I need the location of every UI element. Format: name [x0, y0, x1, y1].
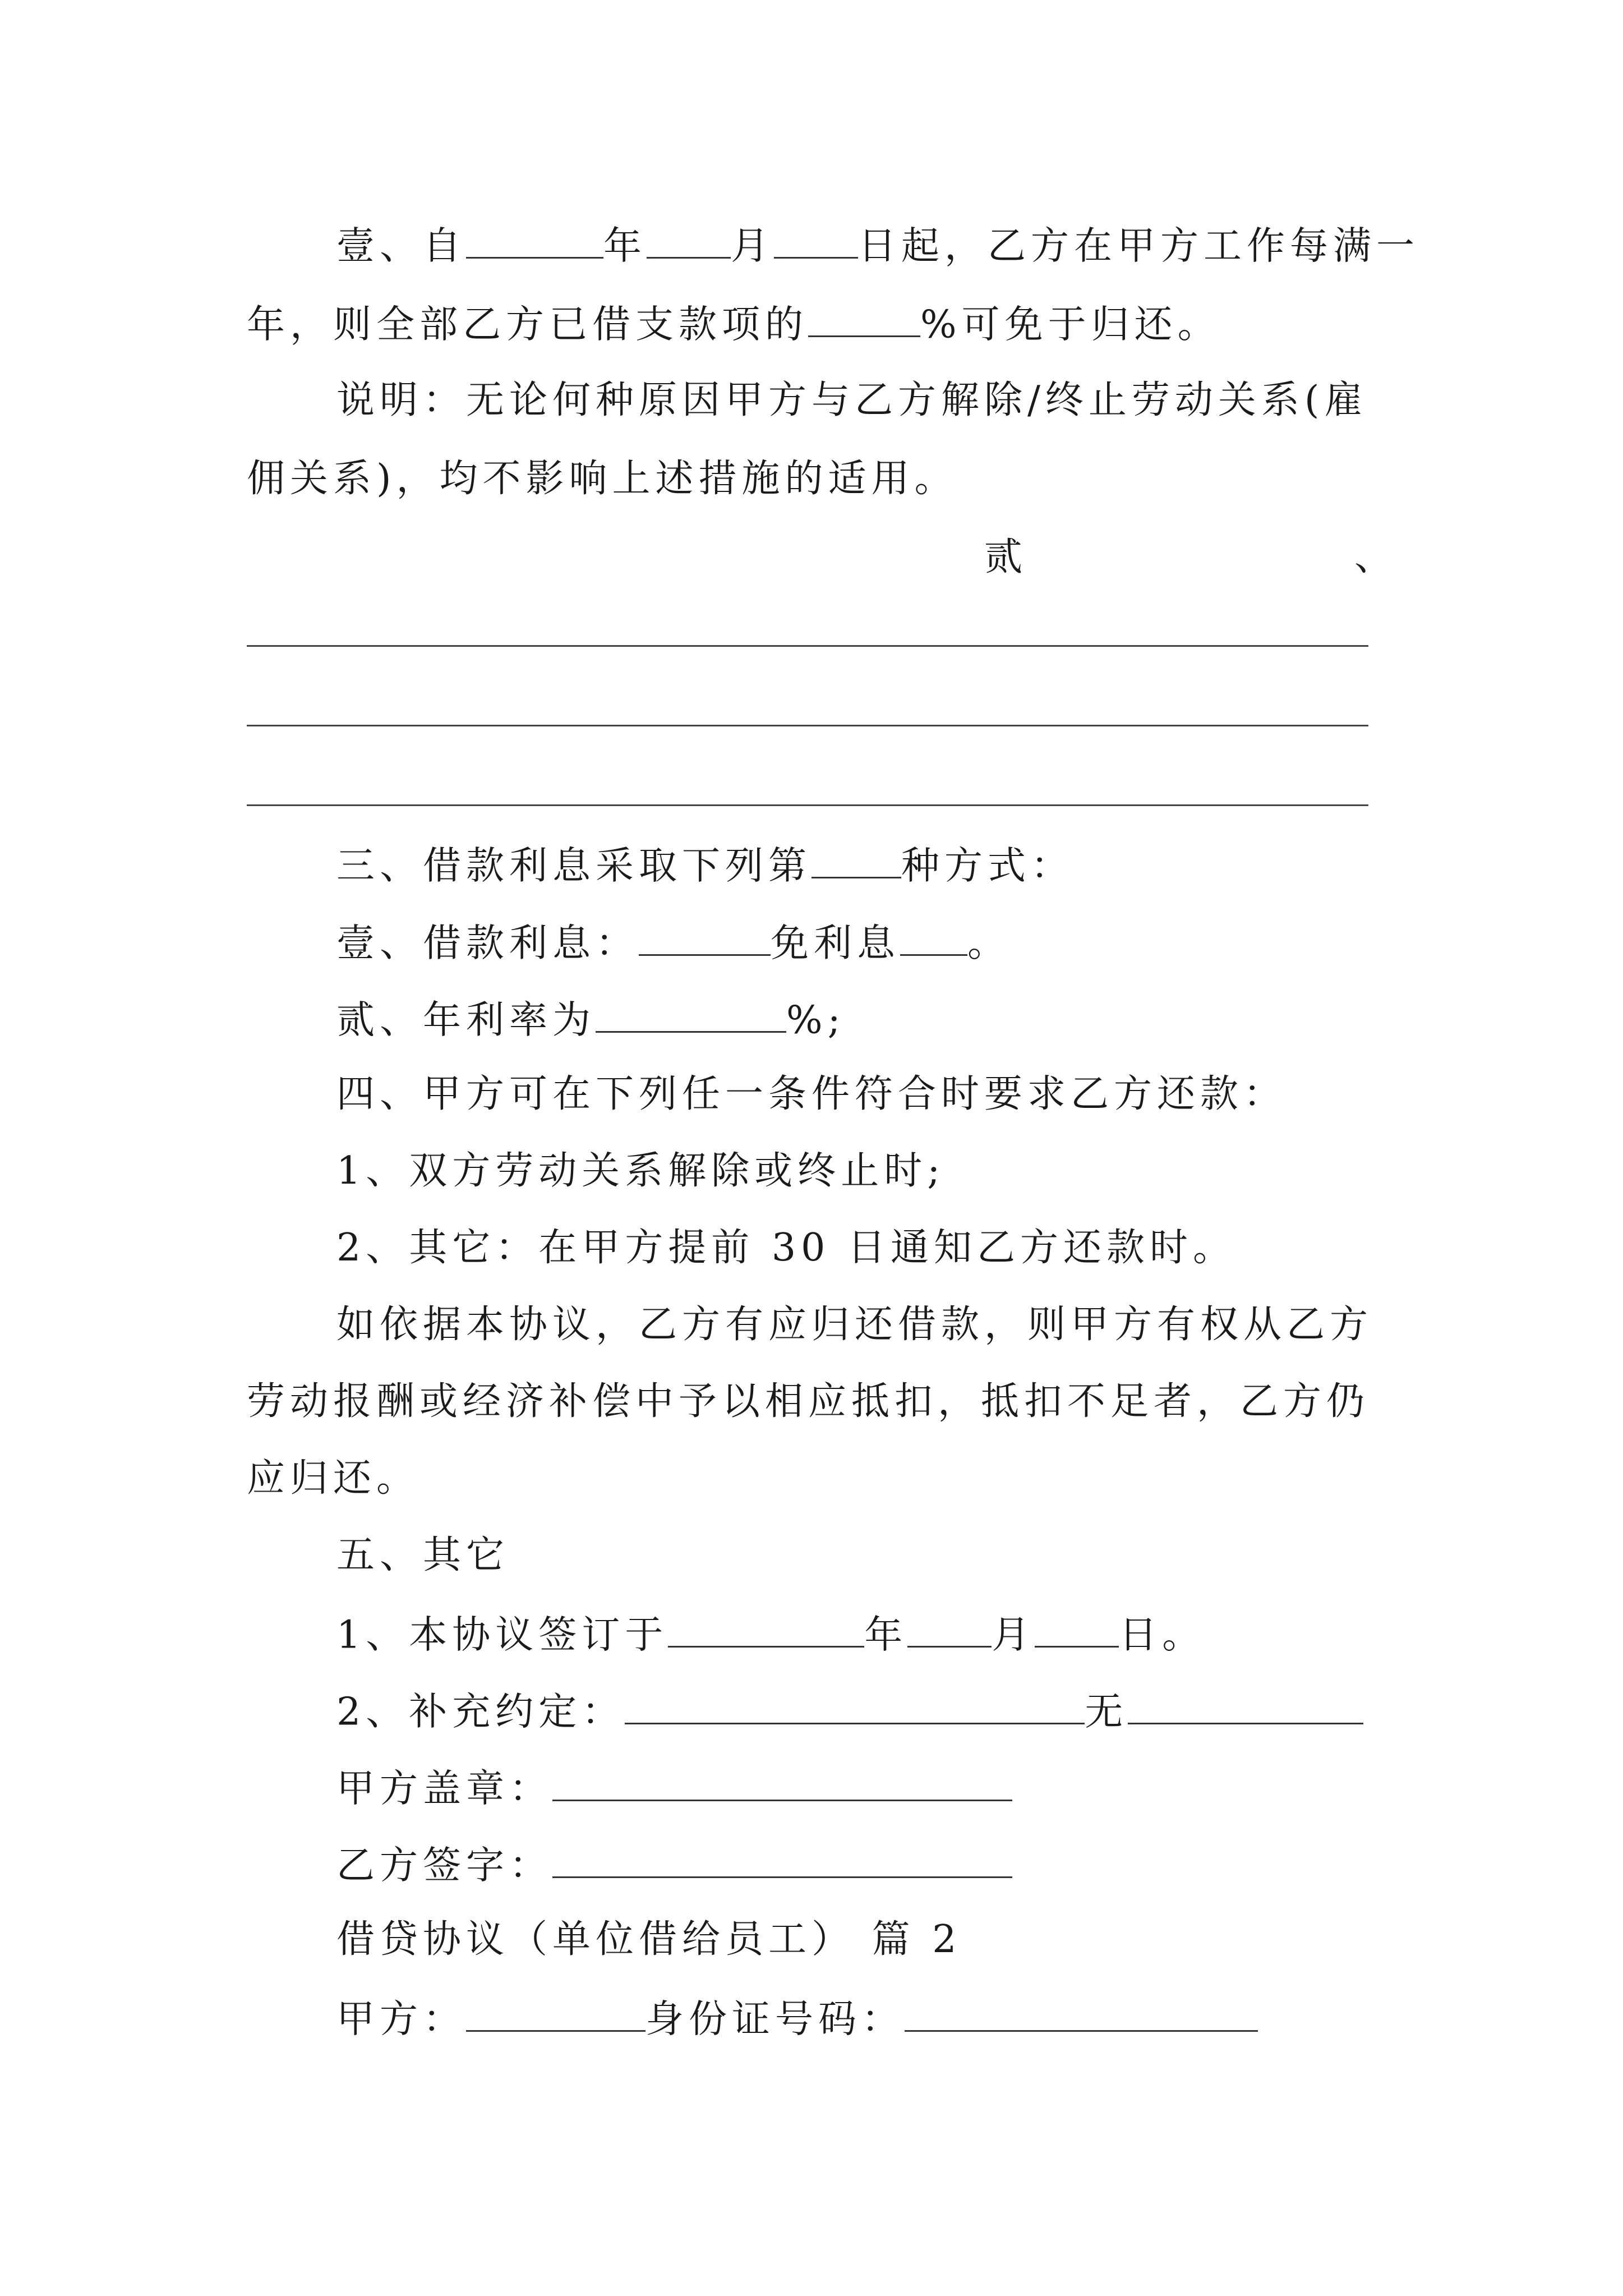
next-id-label: 身份证号码：: [645, 1997, 905, 2042]
clause-1-line-2: [247, 302, 1391, 347]
blank-party-name: [466, 1998, 645, 2032]
section-5-item-1-a: 1、本协议签订于: [336, 1613, 668, 1658]
section-3-item-1-a: 壹、借款利息：: [336, 921, 639, 966]
section-3-item-2-b: %;: [786, 998, 846, 1043]
section-4-item-2: 2、其它：在甲方提前 30 日通知乙方还款时。: [336, 1226, 1237, 1270]
clause-1-line-2-text-a: 年，则全部乙方已借支款项的: [247, 302, 809, 347]
next-agreement-title: 借贷协议（单位借给员工） 篇 2: [336, 1917, 962, 1962]
section-4-item-1: 1、双方劳动关系解除或终止时;: [336, 1149, 946, 1193]
blank-sign-year: [668, 1613, 864, 1648]
blank-party-b-signature: [552, 1844, 1012, 1878]
party-a-seal-label: 甲方盖章：: [336, 1766, 553, 1811]
section-3-title: [336, 844, 1481, 889]
blank-sign-month: [907, 1613, 992, 1648]
blank-rule-2: [247, 725, 1368, 726]
clause-1-text-c: 月: [731, 224, 774, 269]
section-5-item-2-a: 2、补充约定：: [336, 1690, 625, 1734]
blank-supplement-tail: [1128, 1690, 1363, 1724]
section-5-title: 五、其它: [336, 1533, 510, 1577]
blank-supplement: [625, 1690, 1085, 1724]
section-5-item-1-d: 日。: [1119, 1613, 1206, 1658]
party-b-signature: [336, 1843, 1481, 1888]
clause-1-text-d: 日起，乙方在甲方工作每满一: [858, 224, 1420, 269]
blank-rate: [596, 999, 786, 1033]
blank-month: [647, 224, 731, 259]
section-3-item-1-c: 。: [967, 921, 1011, 966]
section-3-title-a: 三、借款利息采取下列第: [336, 844, 812, 889]
section-3-item-1-b: 免利息: [771, 921, 901, 966]
next-party-label: 甲方：: [336, 1997, 467, 2042]
blank-rule-3: [247, 804, 1368, 806]
blank-day: [774, 224, 858, 259]
note-line-1: 说明：无论何种原因甲方与乙方解除/终止劳动关系(雇: [336, 378, 1368, 422]
section-4-title: 四、甲方可在下列任一条件符合时要求乙方还款：: [336, 1072, 1287, 1116]
blank-sign-day: [1035, 1613, 1119, 1648]
blank-id-number: [905, 1998, 1258, 2032]
section-5-item-1-b: 年: [864, 1613, 908, 1658]
blank-percent: [808, 303, 920, 337]
deduction-line-2: 劳动报酬或经济补偿中予以相应抵扣，抵扣不足者，乙方仍: [247, 1379, 1370, 1424]
party-b-signature-label: 乙方签字：: [336, 1843, 553, 1888]
section-5-item-1: [336, 1613, 1481, 1658]
deduction-line-3: 应归还。: [247, 1456, 420, 1501]
clause-1-line-2-text-b: %可免于归还。: [920, 302, 1221, 347]
section-5-item-2: [336, 1690, 1481, 1734]
clause-1-line-1: [336, 224, 1481, 269]
section-3-item-2-a: 贰、年利率为: [336, 998, 596, 1043]
blank-interest-free: [900, 922, 967, 956]
item-2-label: 贰: [984, 535, 1023, 579]
blank-party-a-seal: [552, 1767, 1012, 1801]
clause-1-text-b: 年: [603, 224, 647, 269]
section-3-item-2: [336, 998, 1481, 1043]
blank-year: [466, 224, 603, 259]
blank-rule-1: [247, 645, 1368, 647]
deduction-line-1: 如依据本协议，乙方有应归还借款，则甲方有权从乙方: [336, 1303, 1373, 1347]
next-party-line: [336, 1997, 1481, 2042]
item-2-mark: 、: [1354, 535, 1393, 579]
note-line-2: 佣关系)，均不影响上述措施的适用。: [247, 457, 958, 501]
section-5-item-1-c: 月: [992, 1613, 1035, 1658]
party-a-seal: [336, 1766, 1481, 1811]
clause-1-text-a: 壹、自: [336, 224, 467, 269]
section-3-item-1: [336, 921, 1481, 966]
section-5-item-2-b: 无: [1085, 1690, 1128, 1734]
section-3-title-b: 种方式：: [901, 844, 1075, 889]
blank-interest: [639, 922, 771, 956]
blank-method: [811, 844, 901, 878]
